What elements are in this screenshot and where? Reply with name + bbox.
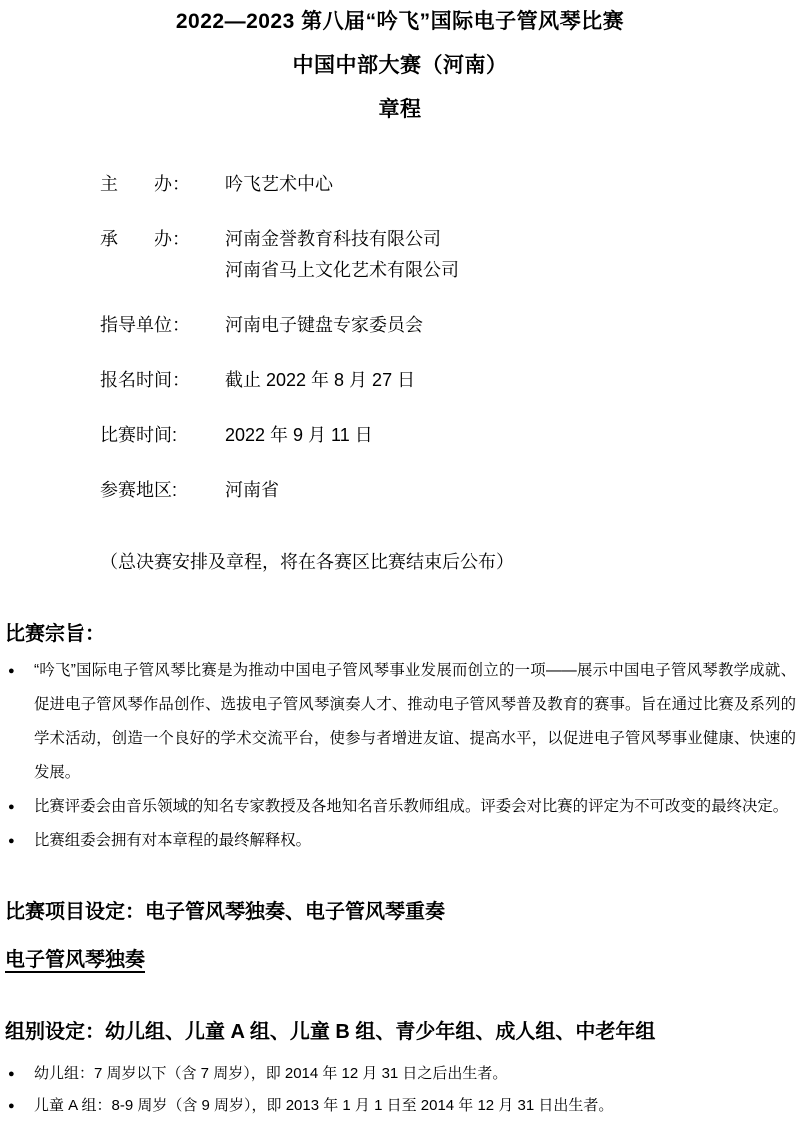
- info-values-organizer: [225, 228, 800, 281]
- purpose-bullet-text: 比赛组委会拥有对本章程的最终解释权。: [34, 832, 312, 849]
- info-value: 河南金誉教育科技有限公司: [225, 229, 441, 249]
- info-value: 河南省马上文化艺术有限公司: [225, 260, 459, 280]
- info-values-registration-deadline: [225, 369, 800, 391]
- purpose-bullet-text: “吟飞”国际电子管风琴比赛是为推动中国电子管风琴事业发展而创立的一项——展示中国电子管风琴教学成就、促进电子管风琴作品创作、选拔电子管风琴演奏人才、推动电子管风琴普及教育的赛事。旨在通过比赛及系列的学术活动，创造一个良好的学术交流平台，使参与者增进友谊、提高水平，以促进电子管风琴事业健康、快速的发展。: [34, 662, 796, 781]
- bullet-icon: ●: [8, 1100, 15, 1112]
- info-row-host: [100, 173, 800, 195]
- bullet-icon: ●: [8, 1068, 15, 1080]
- info-value: 河南电子键盘专家委员会: [225, 315, 423, 335]
- info-value: 2022 年 9 月 11 日: [225, 425, 373, 445]
- solo-section-heading: 电子管风琴独奏: [5, 949, 145, 971]
- groups-list-item: [8, 1058, 796, 1090]
- bullet-icon: ●: [8, 801, 15, 813]
- purpose-bullet-text: 比赛评委会由音乐领域的知名专家教授及各地知名音乐教师组成。评委会对比赛的评定为不可改变的最终决定。: [34, 798, 789, 815]
- events-heading: 比赛项目设定：电子管风琴独奏、电子管风琴重奏: [5, 901, 445, 923]
- info-row-guidance-unit: [100, 314, 800, 336]
- info-label-organizer: 承 办：: [100, 229, 190, 249]
- info-label-participating-region: 参赛地区:: [100, 480, 178, 500]
- purpose-bullet-list: [8, 654, 796, 858]
- title-line-region: 中国中部大赛（河南）: [292, 54, 508, 77]
- info-block: [100, 173, 800, 501]
- purpose-list-item: [8, 654, 796, 790]
- info-label-registration-deadline: 报名时间：: [100, 370, 190, 390]
- document-title-block: [0, 0, 800, 132]
- info-value: 河南省: [225, 480, 279, 500]
- purpose-list-item: [8, 824, 796, 858]
- info-row-participating-region: [100, 479, 800, 501]
- purpose-heading: 比赛宗旨：: [5, 623, 105, 645]
- bullet-icon: ●: [8, 835, 15, 847]
- info-values-participating-region: [225, 479, 800, 501]
- info-row-competition-date: [100, 424, 800, 446]
- bullet-icon: ●: [8, 665, 15, 677]
- solo-section: [5, 948, 800, 972]
- info-values-guidance-unit: [225, 314, 800, 336]
- info-value: 截止 2022 年 8 月 27 日: [225, 370, 416, 390]
- groups-bullet-text: 幼儿组：7 周岁以下（含 7 周岁），即 2014 年 12 月 31 日之后出生者。: [34, 1065, 508, 1082]
- info-row-organizer: [100, 228, 800, 281]
- groups-bullet-list: [8, 1058, 796, 1122]
- purpose-list-item: [8, 790, 796, 824]
- groups-list-item: [8, 1090, 796, 1122]
- info-value: 吟飞艺术中心: [225, 174, 333, 194]
- info-label-competition-date: 比赛时间:: [100, 425, 178, 445]
- info-values-host: [225, 173, 800, 195]
- info-row-registration-deadline: [100, 369, 800, 391]
- info-values-competition-date: [225, 424, 800, 446]
- finals-note: （总决赛安排及章程，将在各赛区比赛结束后公布）: [100, 552, 514, 572]
- groups-heading: 组别设定：幼儿组、儿童 A 组、儿童 B 组、青少年组、成人组、中老年组: [5, 1021, 656, 1043]
- title-line-competition: 2022—2023 第八届“吟飞”国际电子管风琴比赛: [175, 10, 625, 33]
- groups-bullet-text: 儿童 A 组：8-9 周岁（含 9 周岁），即 2013 年 1 月 1 日至 2014 年 12 月 31 日出生者。: [34, 1097, 614, 1114]
- title-line-charter: 章程: [378, 98, 422, 121]
- info-label-host: 主 办：: [100, 174, 190, 194]
- info-label-guidance-unit: 指导单位：: [100, 315, 190, 335]
